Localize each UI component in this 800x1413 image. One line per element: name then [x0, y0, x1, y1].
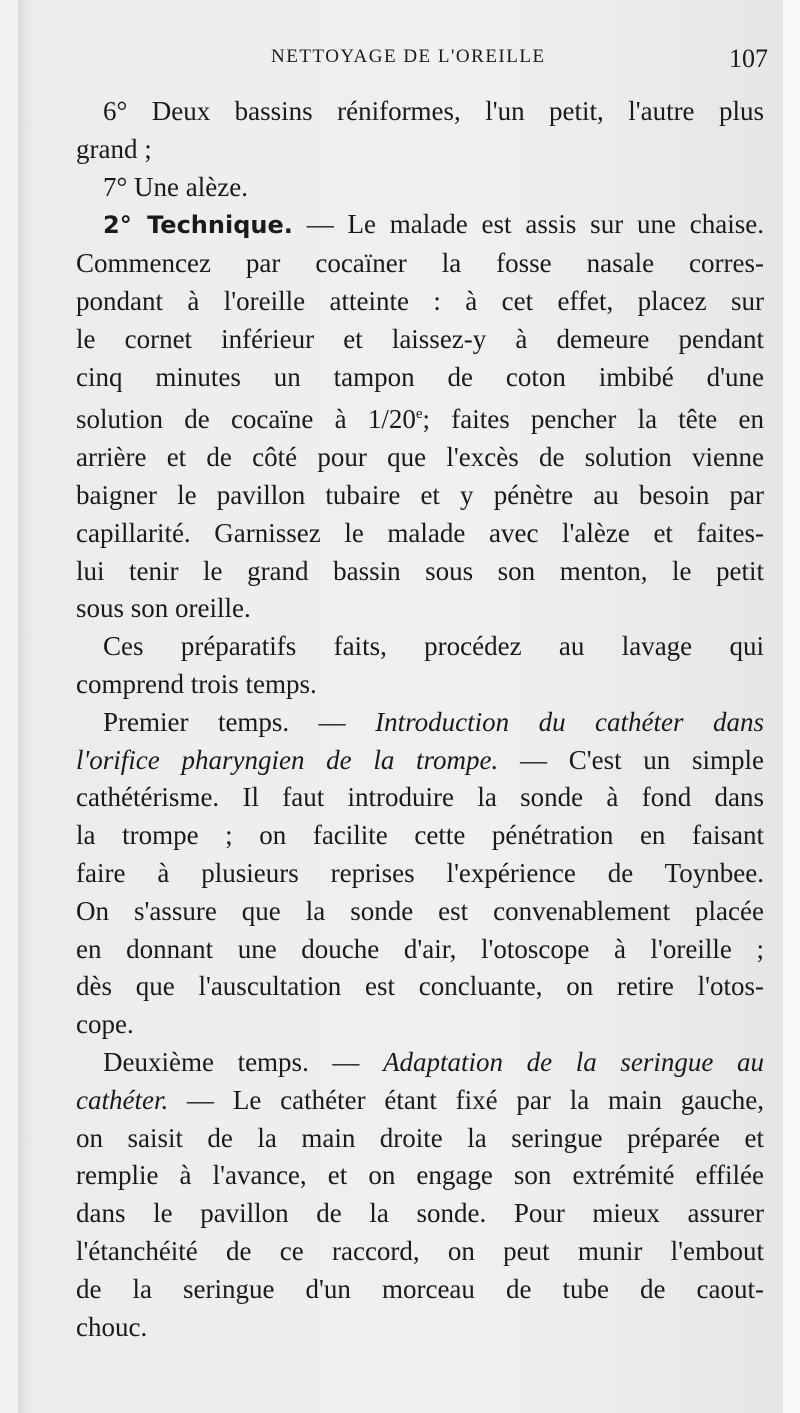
text-line: dès que l'auscultation est concluante, on retire l'otos-	[76, 971, 764, 1002]
text-line: comprend trois temps.	[76, 668, 317, 699]
page-header	[78, 44, 768, 76]
text-line: 7° Une alèze.	[103, 171, 248, 202]
text-line: baigner le pavillon tubaire et y pénètre au besoin par	[76, 479, 764, 510]
text-line: on saisit de la main droite la seringue préparée et	[76, 1122, 764, 1153]
text-line: de la seringue d'un morceau de tube de caout-	[76, 1273, 764, 1304]
text-line: arrière et de côté pour que l'excès de solution vienne	[76, 442, 764, 473]
text-line: solution de cocaïne à 1/20e; faites pencher la tête en	[76, 404, 764, 435]
page-number: 107	[729, 44, 768, 73]
text-line: lui tenir le grand bassin sous son menton, le petit	[76, 555, 764, 586]
text-line: faire à plusieurs reprises l'expérience de Toynbee.	[76, 857, 764, 888]
text-line: l'orifice pharyngien de la trompe. — C'est un simple	[76, 744, 764, 775]
text-line: pondant à l'oreille atteinte : à cet effet, placez sur	[76, 285, 764, 316]
book-page	[18, 0, 783, 1413]
text-line: cinq minutes un tampon de coton imbibé d'une	[76, 361, 764, 392]
text-line: grand ;	[76, 133, 152, 164]
text-line: la trompe ; on facilite cette pénétration en faisant	[76, 820, 764, 851]
text-line: cope.	[76, 1009, 134, 1040]
text-line: capillarité. Garnissez le malade avec l'alèze et faites-	[76, 517, 764, 548]
text-line: chouc.	[76, 1311, 148, 1342]
text-line: l'étanchéité de ce raccord, on peut munir l'embout	[76, 1235, 764, 1266]
text-line: sous son oreille.	[76, 593, 251, 624]
running-title: NETTOYAGE DE L'OREILLE	[271, 46, 546, 67]
text-line: Deuxième temps. — Adaptation de la seringue au	[103, 1046, 765, 1077]
text-line: Premier temps. — Introduction du cathéter dans	[103, 706, 764, 737]
text-line: 6° Deux bassins réniformes, l'un petit, l'autre plus	[103, 96, 764, 126]
text-line: en donnant une douche d'air, l'otoscope à l'oreille ;	[76, 933, 764, 964]
body-text	[76, 93, 764, 1346]
text-line: Commencez par cocaïner la fosse nasale corres-	[76, 248, 764, 279]
text-line: le cornet inférieur et laissez-y à demeure pendant	[76, 323, 764, 354]
text-line: On s'assure que la sonde est convenablement placée	[76, 895, 764, 926]
text-line: Ces préparatifs faits, procédez au lavage qui	[103, 631, 764, 662]
section-heading: 2° Technique.	[103, 211, 293, 240]
text-line: cathétérisme. Il faut introduire la sonde à fond dans	[76, 782, 764, 813]
section-heading-line: 2° Technique. — Le malade est assis sur une chaise.	[103, 209, 764, 240]
text-line: remplie à l'avance, et on engage son extrémité effilée	[76, 1160, 764, 1191]
text-line: cathéter. — Le cathéter étant fixé par la main gauche,	[76, 1084, 764, 1115]
text-line: dans le pavillon de la sonde. Pour mieux assurer	[76, 1198, 764, 1229]
page-edge	[783, 0, 800, 1413]
